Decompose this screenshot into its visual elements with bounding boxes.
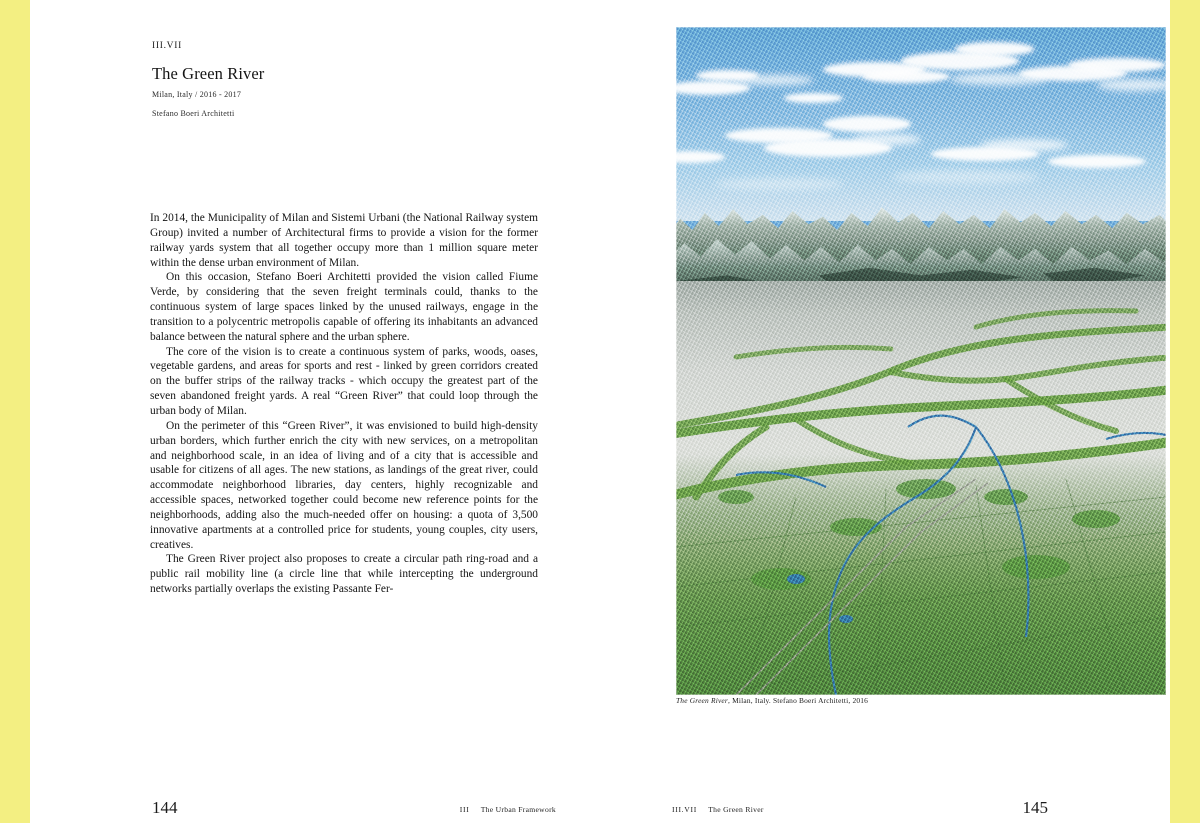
page-number-left: 144 — [152, 798, 178, 817]
body-paragraph: The Green River project also proposes to create a circular path ring-road and a public rail mobility line (a circle line that while intercepting the underground networks partially overlaps the existing Passante Fer- — [150, 553, 538, 596]
body-text-column — [150, 211, 538, 597]
body-paragraph: The core of the vision is to create a continuous system of parks, woods, oases, vegetable gardens, and areas for sports and rest - linked by green corridors created on the buffer strips of the railway tracks - which occupy the greatest part of the seven abandoned freight yards. A real “Green River” that could loop through the urban body of Milan. — [150, 345, 538, 417]
page-edge-band-left — [0, 0, 30, 823]
body-paragraph: In 2014, the Municipality of Milan and Sistemi Urbani (the National Railway system Group) invited a number of Architectural firms to provide a vision for the former railway yards system that all together occupy more than 1 million square meter within the dense urban environment of Milan. — [150, 212, 538, 269]
left-page — [30, 0, 600, 823]
project-author: Stefano Boeri Architetti — [152, 109, 235, 118]
body-paragraph: On this occasion, Stefano Boeri Architetti provided the vision called Fiume Verde, by considering that the seven freight terminals could, thanks to the continuous system of large spaces linked by the unused railways, engage in the transition to a polycentric metropolis capable of offering its inhabitants an advanced balance between the natural sphere and the urban sphere. — [150, 271, 538, 343]
figure-caption — [676, 696, 1166, 705]
running-head-left — [460, 805, 556, 814]
right-page — [600, 0, 1170, 823]
page-number-right: 145 — [1022, 798, 1048, 817]
figure-caption-title: The Green River — [676, 696, 728, 705]
body-paragraph: On the perimeter of this “Green River”, it was envisioned to build high-density urban borders, which further enrich the city with new services, on a metropolitan and neighborhood scale, in an idea of living and of a city that is accessible and usable for citizens of all ages. The new stations, as landings of the great river, could accommodate neighborhood libraries, day centers, highly recognizable and accessible spaces, networked together could become new reference points for the neighborhoods, adding also the much-needed offer on housing: a quota of 3,500 innovative apartments at a controlled price for students, young couples, city users, creatives. — [150, 419, 538, 551]
chapter-number: III.VII — [152, 41, 182, 51]
project-location-and-years: Milan, Italy / 2016 - 2017 — [152, 90, 242, 99]
running-head-right — [672, 805, 764, 814]
page-edge-band-right — [1170, 0, 1200, 823]
aerial-render-figure — [676, 27, 1166, 695]
green-river-overlay — [676, 27, 1166, 695]
small-lakes — [787, 574, 853, 623]
running-head-title: The Green River — [708, 805, 764, 814]
green-corridor-path — [676, 311, 1166, 497]
page-title: The Green River — [152, 64, 265, 83]
figure-caption-rest: , Milan, Italy. Stefano Boeri Architetti, 2016 — [727, 696, 869, 705]
running-head-title: The Urban Framework — [480, 805, 556, 814]
running-head-number: III.VII — [672, 805, 697, 814]
running-head-number: III — [459, 805, 470, 814]
